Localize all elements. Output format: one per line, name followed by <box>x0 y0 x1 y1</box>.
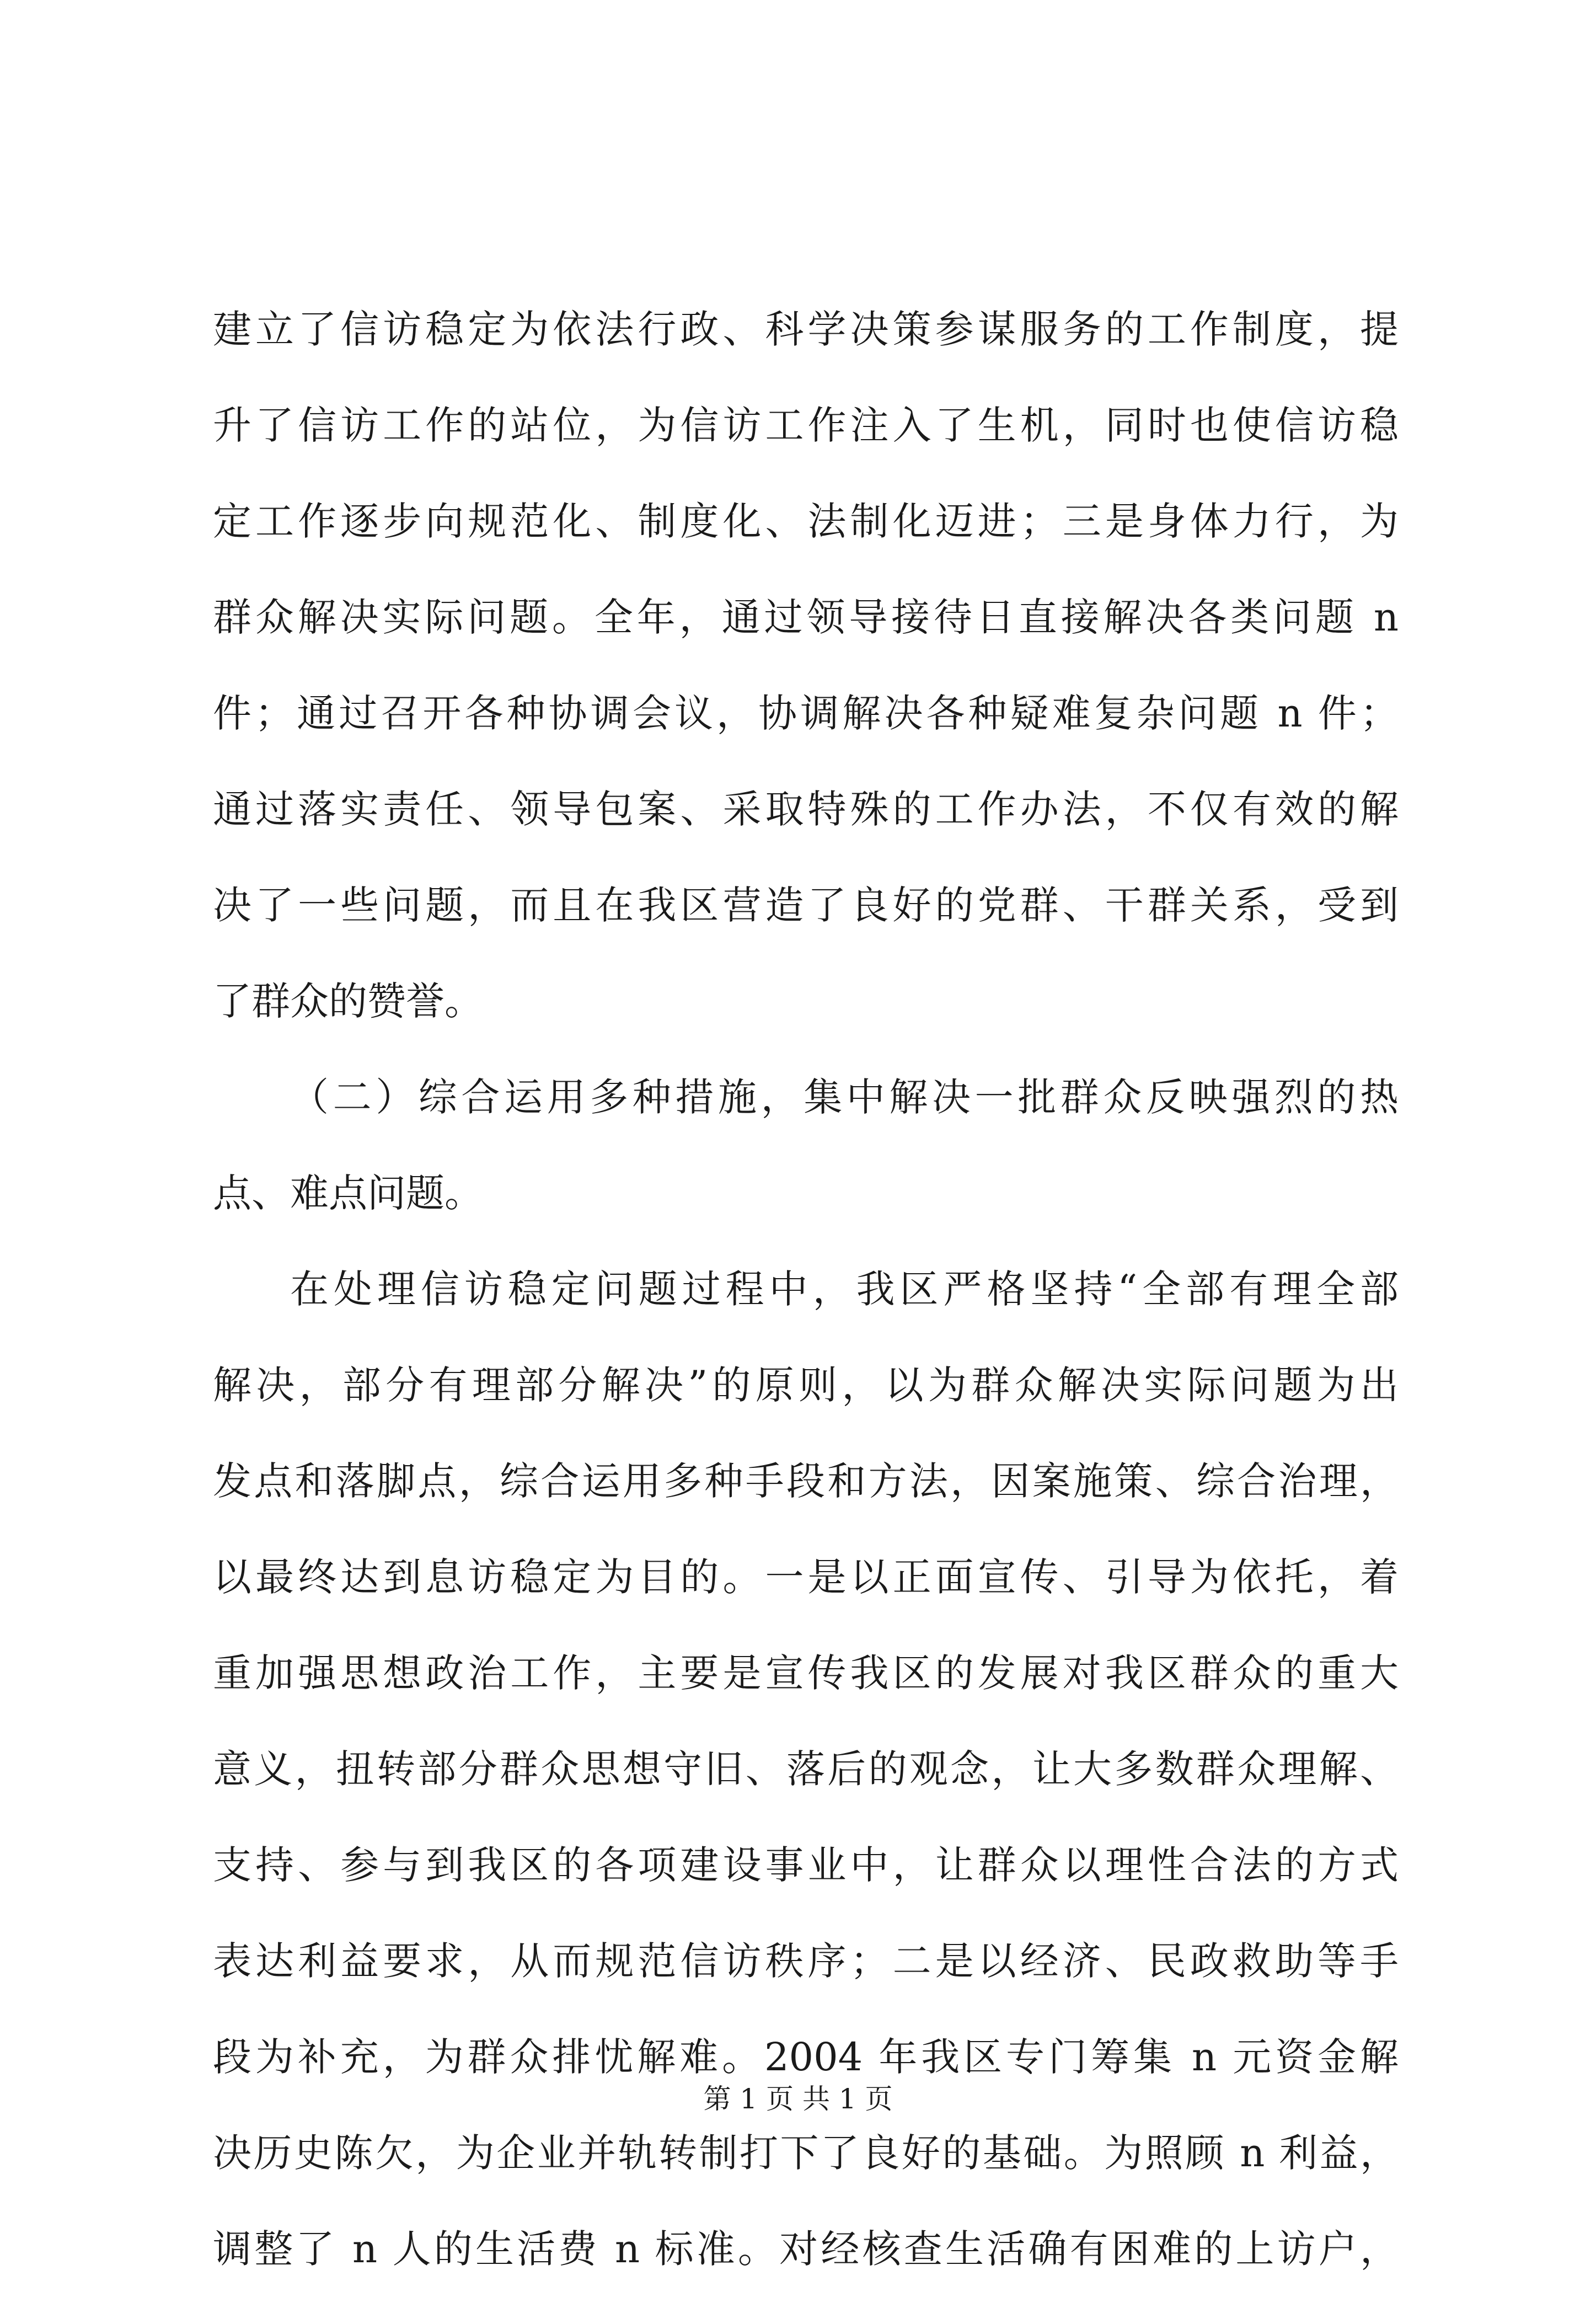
text-line: 发点和落脚点，综合运用多种手段和方法，因案施策、综合治理， <box>213 1459 1399 1504</box>
text-line: 群众解决实际问题。全年，通过领导接待日直接解决各类问题 n <box>213 595 1399 640</box>
text-line: 支持、参与到我区的各项建设事业中，让群众以理性合法的方式 <box>213 1842 1399 1888</box>
text-line: 解决，部分有理部分解决”的原则，以为群众解决实际问题为出 <box>213 1363 1399 1408</box>
text-line: 了群众的赞誉。 <box>213 979 483 1024</box>
text-line: 定工作逐步向规范化、制度化、法制化迈进；三是身体力行，为 <box>213 499 1399 544</box>
text-line: 建立了信访稳定为依法行政、科学决策参谋服务的工作制度，提 <box>213 307 1399 352</box>
text-line: 在处理信访稳定问题过程中，我区严格坚持“全部有理全部 <box>290 1267 1399 1312</box>
text-line: 件；通过召开各种协调会议，协调解决各种疑难复杂问题 n 件； <box>213 691 1399 736</box>
text-line: 通过落实责任、领导包案、采取特殊的工作办法，不仅有效的解 <box>213 787 1399 832</box>
section-heading: （二）综合运用多种措施，集中解决一批群众反映强烈的热 <box>290 1075 1399 1120</box>
text-line: 重加强思想政治工作，主要是宣传我区的发展对我区群众的重大 <box>213 1650 1399 1696</box>
text-line: 调整了 n 人的生活费 n 标准。对经核查生活确有困难的上访户， <box>213 2226 1399 2272</box>
text-line: 表达利益要求，从而规范信访秩序；二是以经济、民政救助等手 <box>213 1938 1399 1984</box>
text-line: 升了信访工作的站位，为信访工作注入了生机，同时也使信访稳 <box>213 403 1399 448</box>
section-heading: 点、难点问题。 <box>213 1171 483 1216</box>
text-line: 决了一些问题，而且在我区营造了良好的党群、干群关系，受到 <box>213 883 1399 928</box>
text-line: 以最终达到息访稳定为目的。一是以正面宣传、引导为依托，着 <box>213 1555 1399 1600</box>
page-footer: 第 1 页 共 1 页 <box>703 2083 893 2115</box>
text-line: 意义，扭转部分群众思想守旧、落后的观念，让大多数群众理解、 <box>213 1746 1399 1792</box>
body-text <box>213 281 1399 2297</box>
text-line: 段为补充，为群众排忧解难。2004 年我区专门筹集 n 元资金解 <box>213 2034 1399 2080</box>
text-line: 决历史陈欠，为企业并轨转制打下了良好的基础。为照顾 n 利益， <box>213 2130 1399 2176</box>
